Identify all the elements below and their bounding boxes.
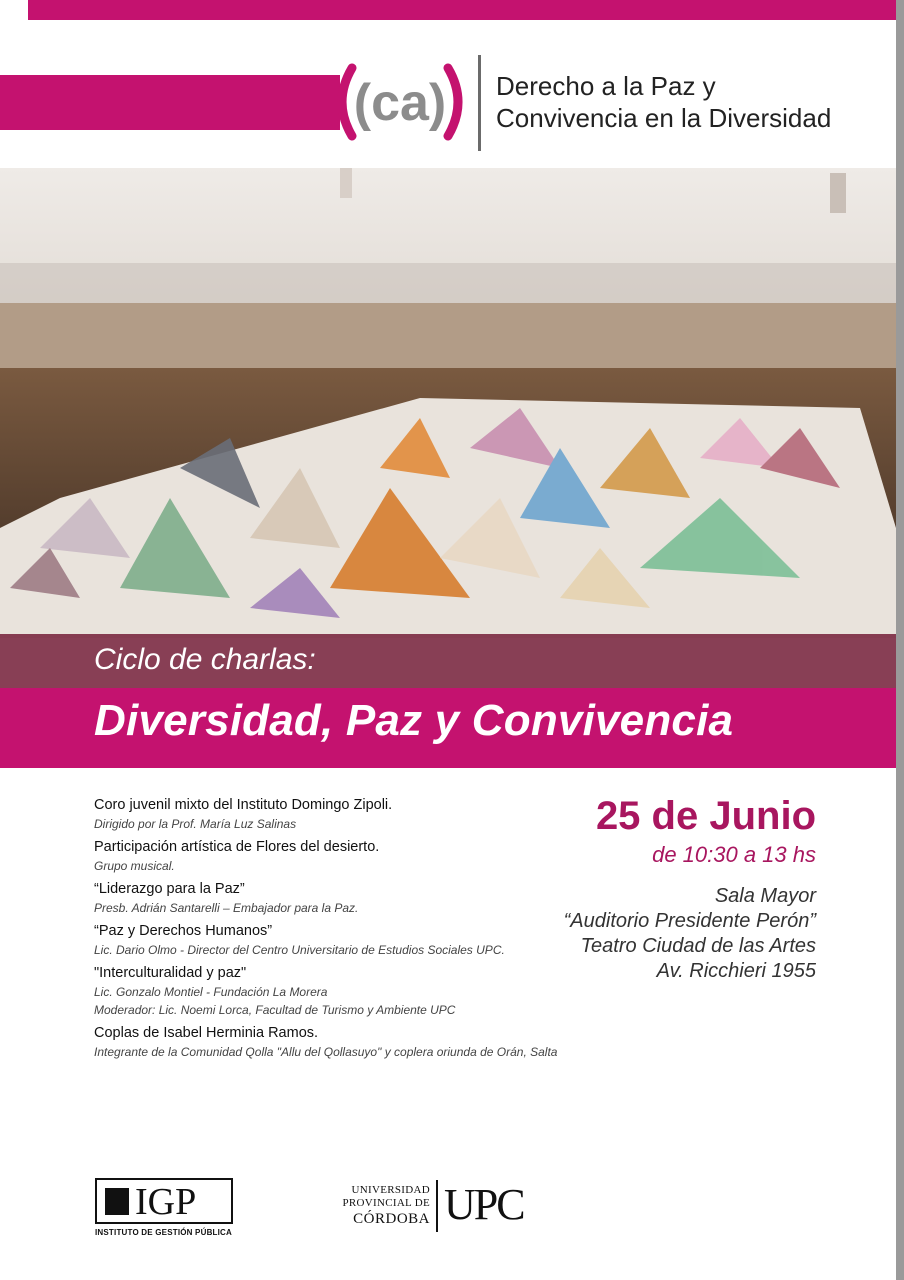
origami-cranes-photo-icon xyxy=(0,168,896,638)
header-title-line2: Convivencia en la Diversidad xyxy=(496,103,832,133)
program-item-detail: Presb. Adrián Santarelli – Embajador para la Paz. xyxy=(94,901,359,915)
ca-logo-icon xyxy=(330,62,470,142)
venue-building: Teatro Ciudad de las Artes xyxy=(580,935,816,957)
program-item xyxy=(94,1023,654,1061)
event-title: Diversidad, Paz y Convivencia xyxy=(94,696,734,745)
program-item-title: “Paz y Derechos Humanos” xyxy=(94,923,273,939)
program-item-title: “Liderazgo para la Paz” xyxy=(94,881,245,897)
header-accent-band xyxy=(0,75,340,130)
upc-logo-wordmark xyxy=(338,1184,430,1228)
ca-logo-text: (ca) xyxy=(353,74,447,132)
program-item-detail: Grupo musical. xyxy=(94,859,175,873)
upc-logo-line3: CÓRDOBA xyxy=(353,1211,430,1227)
program-item-title: "Interculturalidad y paz" xyxy=(94,965,247,981)
program-item-moderator: Moderador: Lic. Noemi Lorca, Facultad de Turismo y Ambiente UPC xyxy=(94,1003,456,1017)
venue-address: Av. Ricchieri 1955 xyxy=(656,960,816,982)
origami-cranes-photo xyxy=(0,168,896,638)
venue-auditorium: “Auditorio Presidente Perón” xyxy=(563,910,816,932)
event-time: de 10:30 a 13 hs xyxy=(652,842,816,867)
igp-logo-mark: IGP xyxy=(135,1181,197,1223)
upc-logo-line2: PROVINCIAL DE xyxy=(342,1197,430,1209)
program-item-title: Participación artística de Flores del desierto. xyxy=(94,839,380,855)
header-title xyxy=(496,70,876,134)
upc-logo-mark: UPC xyxy=(444,1180,524,1229)
program-item-detail: Lic. Gonzalo Montiel - Fundación La Morera xyxy=(94,985,328,999)
program-item-title: Coro juvenil mixto del Instituto Domingo Zipoli. xyxy=(94,797,393,813)
program-item-detail: Lic. Dario Olmo - Director del Centro Universitario de Estudios Sociales UPC. xyxy=(94,943,505,957)
venue-room: Sala Mayor xyxy=(714,885,816,907)
header-divider xyxy=(478,55,481,151)
upc-logo-divider xyxy=(436,1180,438,1232)
igp-logo-box xyxy=(95,1178,233,1224)
header-title-line1: Derecho a la Paz y xyxy=(496,71,716,101)
event-date: 25 de Junio xyxy=(595,794,816,838)
igp-logo-subtitle: INSTITUTO DE GESTIÓN PÚBLICA xyxy=(95,1228,233,1237)
program-item-title: Coplas de Isabel Herminia Ramos. xyxy=(94,1025,319,1041)
program-item-detail: Dirigido por la Prof. María Luz Salinas xyxy=(94,817,297,831)
igp-logo xyxy=(95,1178,235,1240)
upc-logo-line1: UNIVERSIDAD xyxy=(351,1184,430,1196)
page-edge xyxy=(896,0,904,1280)
igp-square-icon xyxy=(105,1188,129,1215)
event-series-subtitle: Ciclo de charlas: xyxy=(94,643,316,676)
event-info xyxy=(496,792,816,984)
program-item-detail: Integrante de la Comunidad Qolla "Allu del Qollasuyo" y coplera oriunda de Orán, Salta xyxy=(94,1045,558,1059)
upc-logo xyxy=(338,1180,528,1236)
ca-logo xyxy=(330,62,470,142)
top-accent-bar xyxy=(28,0,896,20)
